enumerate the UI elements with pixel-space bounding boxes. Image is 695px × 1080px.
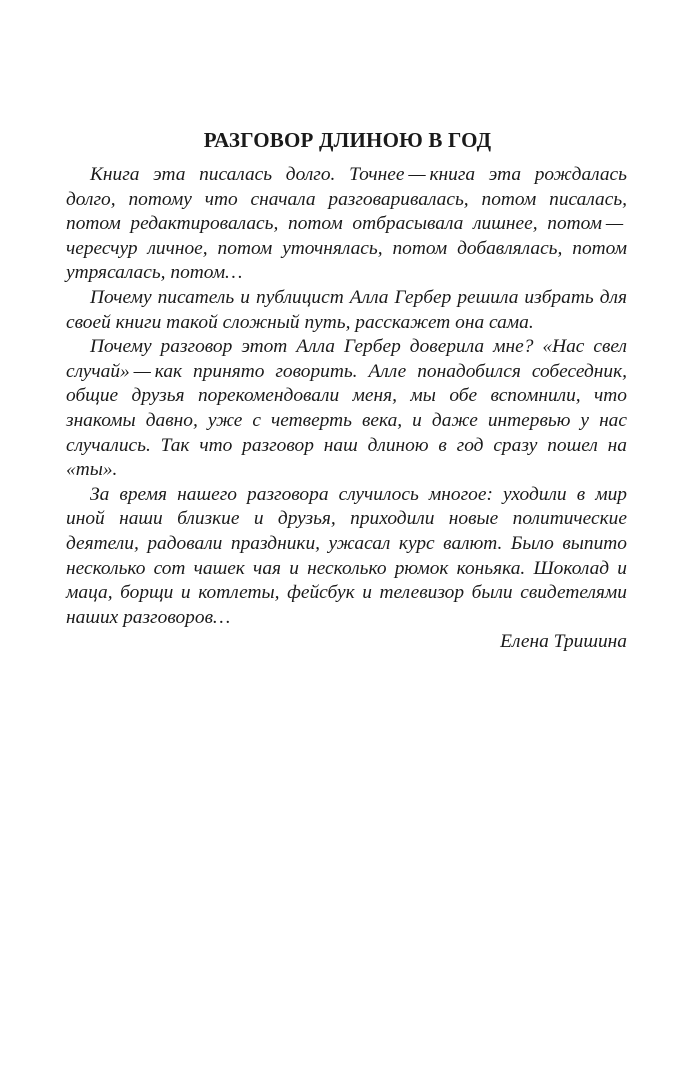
paragraph-4: За время нашего разговора случилось многое: уходили в мир иной наши близкие и друзья, приходили новые политические деятели, радовали праздники, ужасал курс валют. Было выпито несколько сот чашек чая и несколько рюмок коньяка. Шоколад и маца, борщи и котлеты, фейсбук и телевизор были свидетелями наших разговоров… xyxy=(66,483,627,628)
body-text xyxy=(66,163,627,655)
author-signature: Елена Тришина xyxy=(500,631,627,653)
chapter-title: РАЗГОВОР ДЛИНОЮ В ГОД xyxy=(203,128,492,152)
paragraph-2: Почему писатель и публицист Алла Гербер решила избрать для своей книги такой сложный путь, расскажет она сама. xyxy=(66,286,627,333)
paragraph-3: Почему разговор этот Алла Гербер доверила мне? «Нас свел случай» — как принято говорить. Алле понадобился собеседник, общие друзья порекомендовали меня, мы обе вспомнили, что знакомы давно, уже с четверть века, и даже интервью у нас случались. Так что разговор наш длиною в год сразу пошел на «ты». xyxy=(66,336,627,481)
paragraph-1: Книга эта писалась долго. Точнее — книга эта рождалась долго, потому что сначала разговаривалась, потом писалась, потом редактировалась, потом отбрасывала лишнее, потом — чересчур личное, потом уточнялась, потом добавлялась, потом утрясалась, потом… xyxy=(66,164,627,284)
